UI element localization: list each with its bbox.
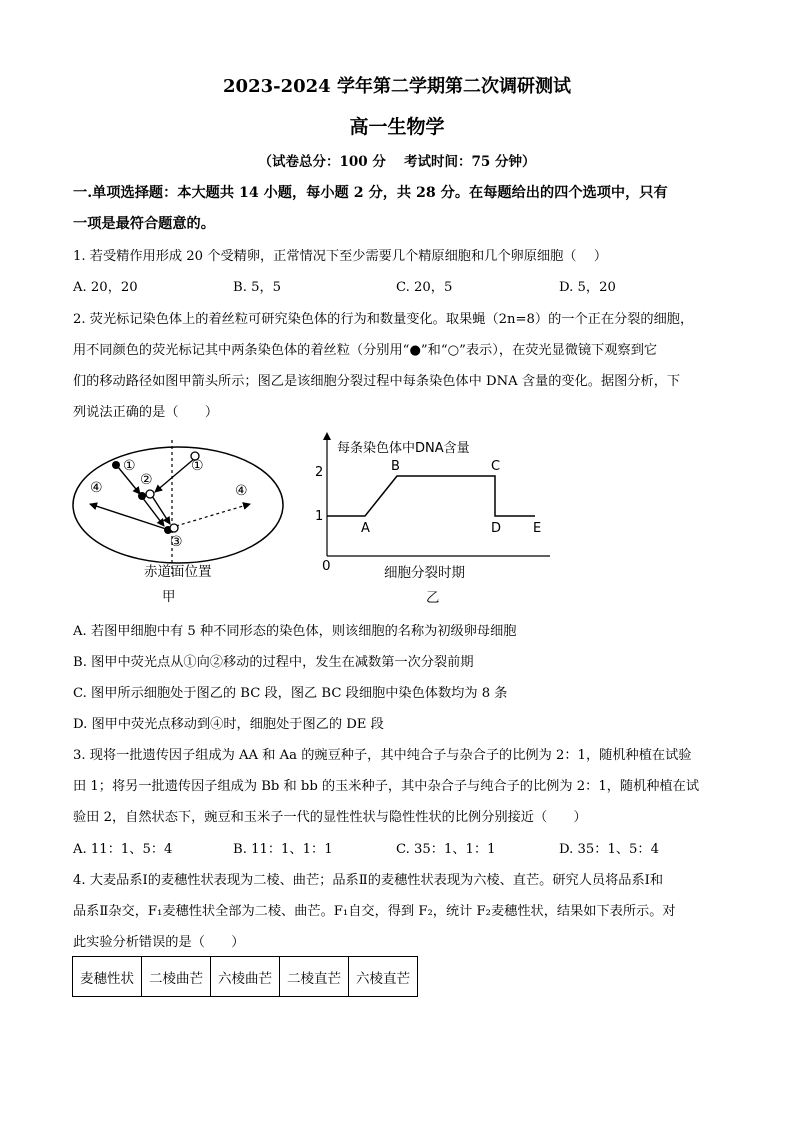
marker-right-1: ① <box>191 458 204 474</box>
table-header-cell: 麦穗性状 <box>73 957 142 997</box>
dna-content-line <box>327 476 535 516</box>
q2-stem-line4: 列说法正确的是（ ） <box>73 405 219 420</box>
q3-option-d: D. 35：1、5：4 <box>559 842 660 857</box>
section-heading-line2: 一项是最符合题意的。 <box>73 216 215 232</box>
q3-option-b: B. 11：1、1：1 <box>233 842 333 857</box>
q3-stem-line3: 验田 2，自然状态下，豌豆和玉米子一代的显性性状与隐性性状的比例分别接近（ ） <box>73 810 587 825</box>
q3-option-c: C. 35：1、1：1 <box>396 842 496 857</box>
section-heading-line1: 一.单项选择题：本大题共 14 小题，每小题 2 分，共 28 分。在每题给出的四个选项中，只有 <box>73 185 668 201</box>
x-axis-label: 细胞分裂时期 <box>384 565 465 581</box>
q3-option-a: A. 11：1、5：4 <box>73 842 173 857</box>
q1-stem: 1. 若受精作用形成 20 个受精卵，正常情况下至少需要几个精原细胞和几个卵原细胞（ ） <box>73 249 608 264</box>
point-label-e: E <box>533 521 542 536</box>
q2-option-b: B. 图甲中荧光点从①向②移动的过程中，发生在减数第一次分裂前期 <box>73 655 474 670</box>
point-label-b: B <box>391 459 400 474</box>
equator-label: 赤道面位置 <box>144 564 212 580</box>
table-header-cell: 二棱曲芒 <box>142 957 211 997</box>
q2-stem-line3: 们的移动路径如图甲箭头所示；图乙是该细胞分裂过程中每条染色体中 DNA 含量的变化。据图分析，下 <box>73 374 681 389</box>
q1-option-c: C. 20，5 <box>396 280 453 295</box>
solid-dot-1 <box>112 461 120 469</box>
q2-option-d: D. 图甲中荧光点移动到④时，细胞处于图乙的 DE 段 <box>73 717 384 732</box>
table-header-cell: 六棱直芒 <box>349 957 418 997</box>
hollow-dot-2 <box>146 490 154 498</box>
trait-table <box>72 956 418 997</box>
q4-stem-line2: 品系Ⅱ杂交，F₁麦穗性状全部为二棱、曲芒。F₁自交，得到 F₂，统计 F₂麦穗性状，结果如下表所示。对 <box>73 904 676 919</box>
figure-yi-chart <box>305 430 560 580</box>
marker-left-1: ① <box>123 458 136 474</box>
q2-stem-line2: 用不同颜色的荧光标记其中两条染色体的着丝粒（分别用“●”和“○”表示），在荧光显微镜下观察到它 <box>73 343 658 358</box>
q4-stem-line3: 此实验分析错误的是（ ） <box>73 935 245 950</box>
marker-right-4: ④ <box>235 483 248 499</box>
hollow-dot-3 <box>170 524 178 532</box>
y-tick-1: 1 <box>315 509 324 524</box>
q2-stem-line1: 2. 荧光标记染色体上的着丝粒可研究染色体的行为和数量变化。取果蝇（2n=8）的一个正在分裂的细胞， <box>73 312 694 327</box>
q1-option-d: D. 5，20 <box>559 280 616 295</box>
marker-2: ② <box>140 472 153 488</box>
y-axis-label: 每条染色体中DNA含量 <box>337 441 470 456</box>
table-row <box>73 957 418 997</box>
q3-stem-line2: 田 1；将另一批遗传因子组成为 Bb 和 bb 的玉米种子，其中杂合子与纯合子的比例为 2：1，随机种植在试 <box>73 779 700 794</box>
marker-left-4: ④ <box>90 480 103 496</box>
q1-option-a: A. 20，20 <box>73 280 138 295</box>
q2-option-a: A. 若图甲细胞中有 5 种不同形态的染色体，则该细胞的名称为初级卵母细胞 <box>73 624 517 639</box>
table-header-cell: 六棱曲芒 <box>211 957 280 997</box>
y-tick-2: 2 <box>315 465 324 480</box>
point-label-d: D <box>491 521 502 536</box>
point-label-a: A <box>361 521 370 536</box>
point-label-c: C <box>491 459 501 474</box>
solid-dot-2 <box>138 492 146 500</box>
q2-option-c: C. 图甲所示细胞处于图乙的 BC 段，图乙 BC 段细胞中染色体数均为 8 条 <box>73 686 508 701</box>
subject-title: 高一生物学 <box>349 116 445 138</box>
exam-title: 2023-2024 学年第二学期第二次调研测试 <box>223 76 571 97</box>
marker-3: ③ <box>170 534 183 550</box>
q3-stem-line1: 3. 现将一批遗传因子组成为 AA 和 Aa 的豌豆种子，其中纯合子与杂合子的比例为 2：1，随机种植在试验 <box>73 748 692 763</box>
origin-label: 0 <box>322 558 331 574</box>
figure-yi-label: 乙 <box>426 590 440 606</box>
figure-jia <box>60 432 300 607</box>
table-header-cell: 二棱直芒 <box>280 957 349 997</box>
q1-option-b: B. 5，5 <box>233 280 282 295</box>
q4-stem-line1: 4. 大麦品系Ⅰ的麦穗性状表现为二棱、曲芒；品系Ⅱ的麦穗性状表现为六棱、直芒。研究人员将品系Ⅰ和 <box>73 873 664 888</box>
exam-info: （试卷总分：100 分 考试时间：75 分钟） <box>258 154 536 170</box>
figure-jia-label: 甲 <box>162 589 176 605</box>
